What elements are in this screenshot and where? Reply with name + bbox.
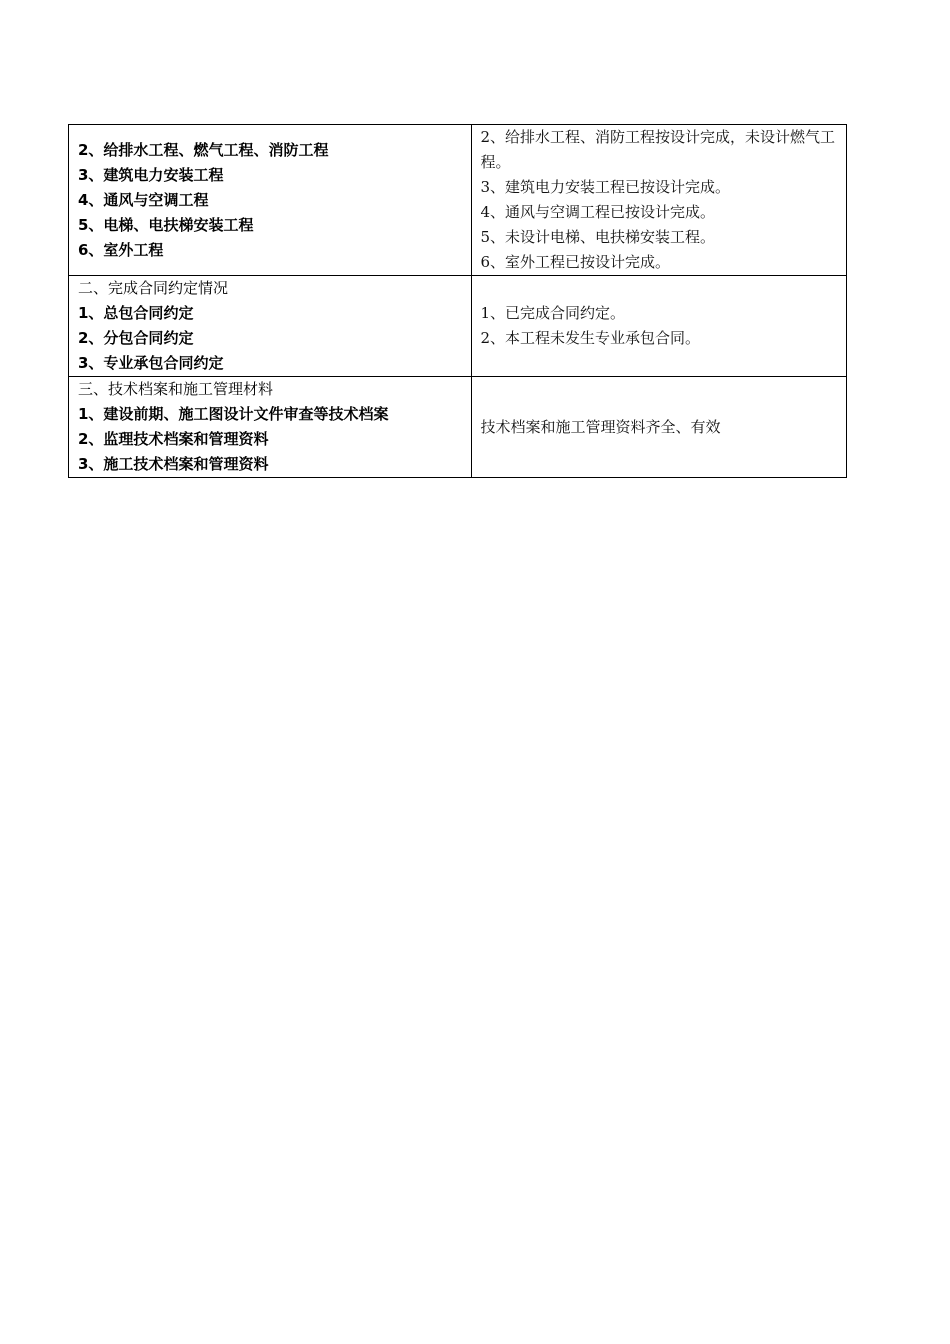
- result-line: 5、未设计电梯、电扶梯安装工程。: [480, 228, 716, 246]
- result-line: 2、给排水工程、消防工程按设计完成，未设计燃气工程。: [480, 128, 836, 171]
- result-cell: [471, 276, 846, 377]
- item-cell: [69, 125, 472, 276]
- item-cell: [69, 377, 472, 478]
- item-cell: [69, 276, 472, 377]
- item-line: 6、室外工程: [78, 240, 164, 259]
- result-line: 6、室外工程已按设计完成。: [480, 253, 671, 271]
- section-heading: 三、技术档案和施工管理材料: [78, 380, 274, 398]
- item-line: 5、电梯、电扶梯安装工程: [78, 215, 254, 234]
- item-line: 3、施工技术档案和管理资料: [78, 455, 269, 473]
- table-row: [69, 125, 847, 276]
- section-heading: 二、完成合同约定情况: [78, 279, 229, 297]
- item-line: 3、建筑电力安装工程: [78, 165, 224, 184]
- result-line: 4、通风与空调工程已按设计完成。: [480, 203, 716, 221]
- table-row: [69, 377, 847, 478]
- item-line: 2、分包合同约定: [78, 329, 194, 347]
- item-line: 2、给排水工程、燃气工程、消防工程: [78, 140, 329, 159]
- result-cell: [471, 125, 846, 276]
- acceptance-table: [68, 124, 847, 478]
- table-row: [69, 276, 847, 377]
- result-cell: [471, 377, 846, 478]
- result-line: 技术档案和施工管理资料齐全、有效: [480, 417, 721, 436]
- result-line: 1、已完成合同约定。: [480, 304, 626, 322]
- item-line: 3、专业承包合同约定: [78, 354, 224, 372]
- item-line: 1、总包合同约定: [78, 304, 194, 322]
- result-line: 3、建筑电力安装工程已按设计完成。: [480, 178, 731, 196]
- result-line: 2、本工程未发生专业承包合同。: [480, 329, 701, 347]
- item-line: 2、监理技术档案和管理资料: [78, 430, 269, 448]
- item-line: 4、通风与空调工程: [78, 190, 209, 209]
- item-line: 1、建设前期、施工图设计文件审查等技术档案: [78, 405, 389, 423]
